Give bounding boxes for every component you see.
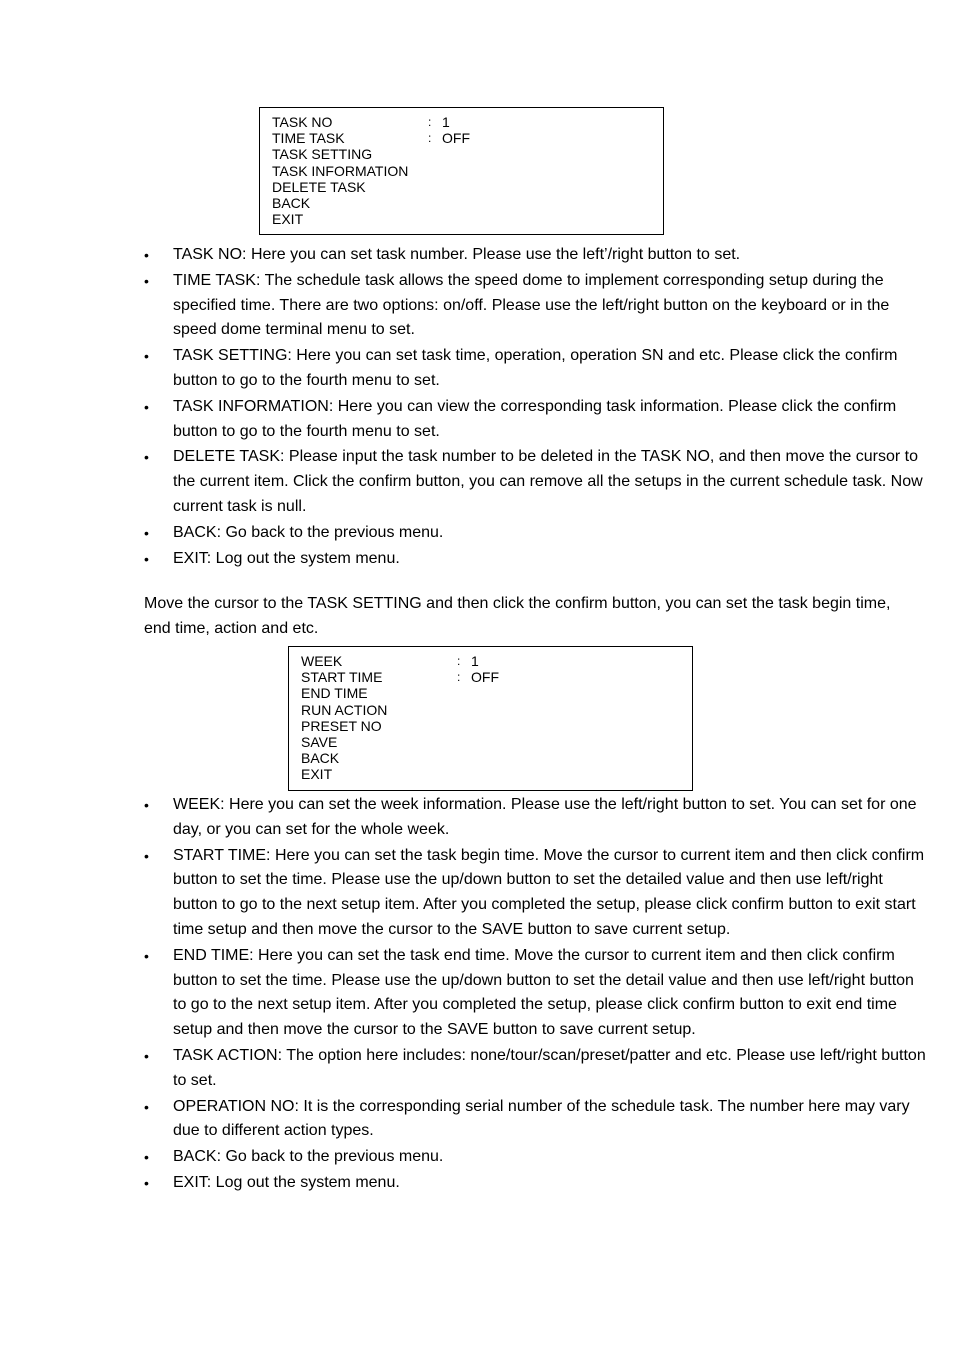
menu-separator: : (428, 115, 432, 129)
menu-label: DELETE TASK (272, 178, 366, 195)
menu-row-back (272, 195, 663, 211)
menu-row-save (301, 734, 692, 750)
list-item: • EXIT: Log out the system menu. (144, 547, 926, 572)
menu-label: TASK INFORMATION (272, 162, 409, 179)
menu-row-start-time (301, 669, 692, 685)
list-item: • TASK INFORMATION: Here you can view the corresponding task information. Please click the confirm button to go to the fourth menu to set. (144, 395, 926, 445)
menu-value: 1 (471, 653, 479, 669)
menu-separator: : (457, 654, 461, 668)
menu-label: START TIME (301, 669, 383, 686)
menu-row-task-information (272, 163, 663, 179)
task-setting-intro-paragraph: Move the cursor to the TASK SETTING and then click the confirm button, you can set the task begin time, end time, action and etc. (144, 595, 891, 637)
menu-row-exit (272, 211, 663, 227)
menu-label: BACK (301, 750, 340, 767)
menu-row-end-time (301, 685, 692, 701)
list-item: • BACK: Go back to the previous menu. (144, 521, 926, 546)
list-item: • TASK SETTING: Here you can set task time, operation, operation SN and etc. Please click the confirm button to go to the fourth menu to set. (144, 344, 926, 394)
list-item: • BACK: Go back to the previous menu. (144, 1145, 926, 1170)
list-item: • END TIME: Here you can set the task end time. Move the cursor to current item and then click confirm button to set the time. Please use the up/down button to set the detail value and then use left/right button to go to the next setup item. After you completed the setup, please click confirm button to exit end time setup and then move the cursor to the SAVE button to save current setup. (144, 944, 926, 1043)
list-item: • OPERATION NO: It is the corresponding serial number of the schedule task. The number here may vary due to different action types. (144, 1095, 926, 1145)
menu-label: TIME TASK (272, 130, 345, 147)
menu-row-task-no (272, 114, 663, 130)
menu-row-time-task (272, 130, 663, 146)
menu-label: TASK SETTING (272, 146, 373, 163)
menu-value: 1 (442, 114, 450, 130)
menu-label: EXIT (272, 211, 304, 228)
menu-label: BACK (272, 194, 311, 211)
list-item: • TASK ACTION: The option here includes: none/tour/scan/preset/patter and etc. Please use left/right button to set. (144, 1044, 926, 1094)
menu-row-preset-no (301, 718, 692, 734)
task-menu-box (259, 107, 664, 235)
menu-row-back (301, 750, 692, 766)
menu-separator: : (457, 670, 461, 685)
menu-label: SAVE (301, 733, 338, 750)
menu-label: EXIT (301, 766, 333, 783)
list-item: • DELETE TASK: Please input the task number to be deleted in the TASK NO, and then move the cursor to the current item. Click the confirm button, you can remove all the setups in the current schedule task. Now current task is null. (144, 445, 926, 519)
menu-row-week (301, 653, 692, 669)
menu-row-task-setting (272, 146, 663, 162)
list-item: • START TIME: Here you can set the task begin time. Move the cursor to current item and then click confirm button to set the time. Please use the up/down button to set the detailed value and then use left/right button to go to the next setup item. After you completed the setup, please click confirm button to exit start time setup and then move the cursor to the SAVE button to save current setup. (144, 844, 926, 943)
task-setting-menu-box (288, 646, 693, 791)
menu-value: OFF (442, 130, 470, 147)
task-setting-description-list (144, 793, 926, 1197)
list-item: • WEEK: Here you can set the week information. Please use the left/right button to set. You can set for one day, or you can set for the whole week. (144, 793, 926, 843)
menu-label: WEEK (301, 653, 343, 669)
list-item: • TIME TASK: The schedule task allows the speed dome to implement corresponding setup during the specified time. There are two options: on/off. Please use the left/right button on the keyboard or in the speed dome terminal menu to set. (144, 269, 926, 343)
menu-label: RUN ACTION (301, 701, 388, 718)
menu-row-delete-task (272, 179, 663, 195)
menu-label: PRESET NO (301, 717, 382, 734)
menu-row-exit (301, 766, 692, 782)
menu-label: TASK NO (272, 114, 333, 130)
list-item: • EXIT: Log out the system menu. (144, 1171, 926, 1196)
menu-separator: : (428, 131, 432, 146)
list-item: • TASK NO: Here you can set task number. Please use the left’/right button to set. (144, 243, 926, 268)
menu-value: OFF (471, 669, 499, 686)
menu-row-run-action (301, 702, 692, 718)
menu-label: END TIME (301, 685, 368, 702)
task-menu-description-list (144, 243, 926, 572)
